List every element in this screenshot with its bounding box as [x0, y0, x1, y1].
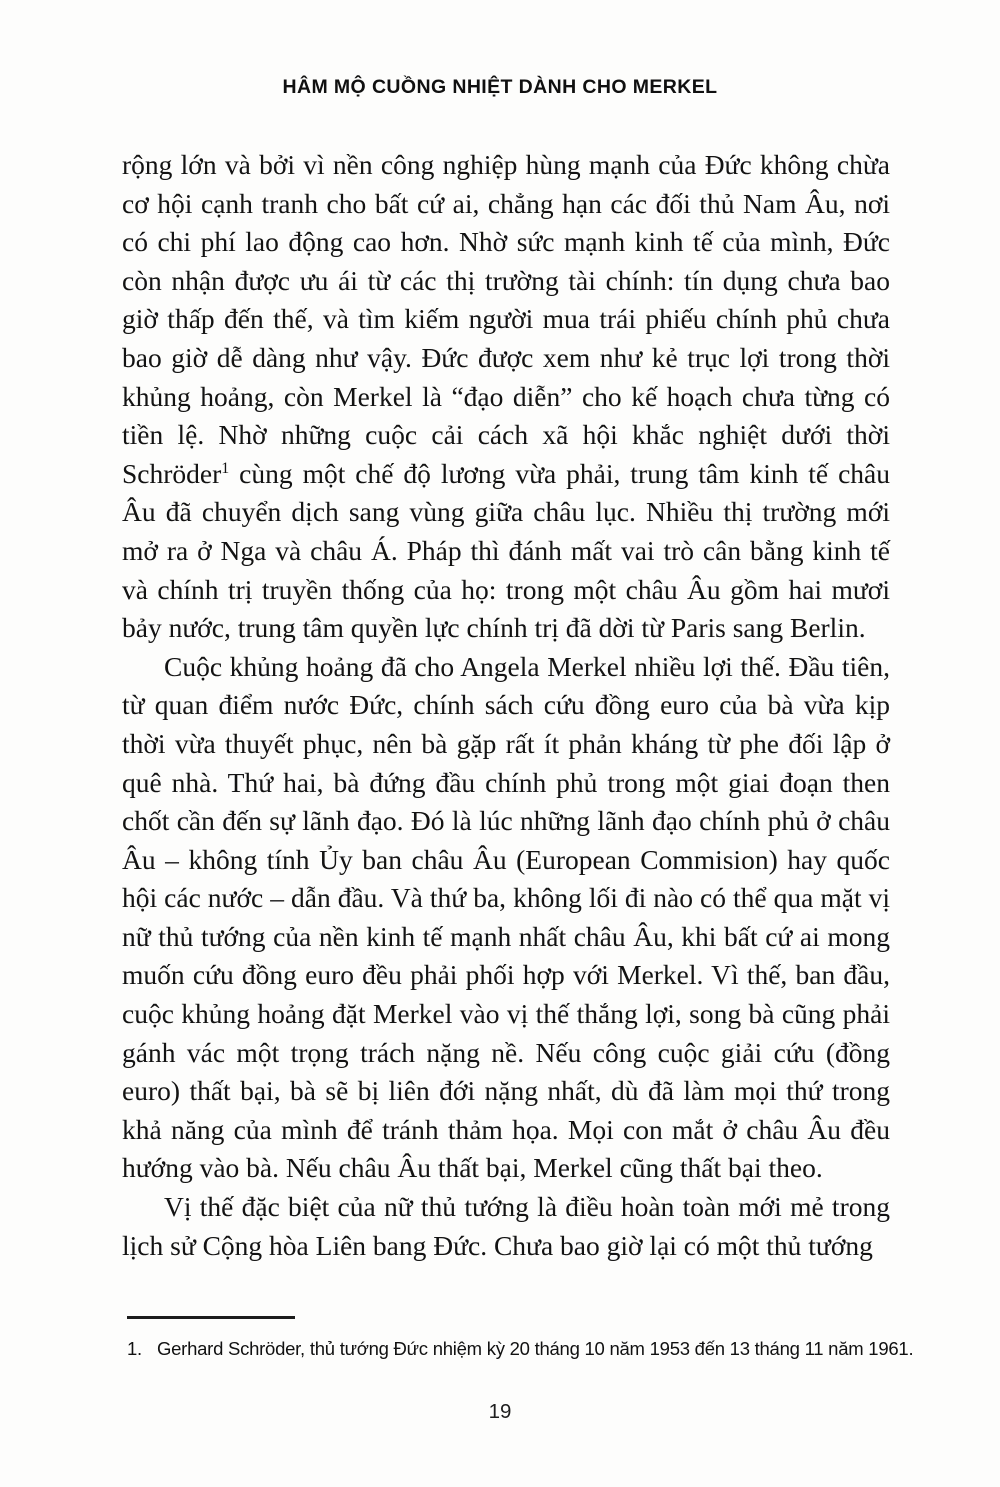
footnote-marker: 1. — [127, 1338, 142, 1359]
footnote — [127, 1337, 917, 1361]
paragraph-2: Cuộc khủng hoảng đã cho Angela Merkel nhiều lợi thế. Đầu tiên, từ quan điểm nước Đức, chính sách cứu đồng euro của bà vừa kịp thời vừa thuyết phục, nên bà gặp rất ít phản kháng từ phe đối lập ở quê nhà. Thứ hai, bà đứng đầu chính phủ trong một giai đoạn then chốt cần đến sự lãnh đạo. Đó là lúc những lãnh đạo chính phủ ở châu Âu – không tính Ủy ban châu Âu (European Commision) hay quốc hội các nước – dẫn đầu. Và thứ ba, không lối đi nào có thể qua mặt vị nữ thủ tướng của nền kinh tế mạnh nhất châu Âu, khi bất cứ ai mong muốn cứu đồng euro đều phải phối hợp với Merkel. Vì thế, ban đầu, cuộc khủng hoảng đặt Merkel vào vị thế thắng lợi, song bà cũng phải gánh vác một trọng trách nặng nề. Nếu công cuộc giải cứu (đồng euro) thất bại, bà sẽ bị liên đới nặng nhất, dù đã làm mọi thứ trong khả năng của mình để tránh thảm họa. Mọi con mắt ở châu Âu đều hướng vào bà. Nếu châu Âu thất bại, Merkel cũng thất bại theo. — [122, 650, 890, 1184]
footnote-separator-rule — [127, 1316, 295, 1319]
paragraph-1-text-a: rộng lớn và bởi vì nền công nghiệp hùng mạnh của Đức không chừa cơ hội cạnh tranh cho bất cứ ai, chẳng hạn các đối thủ Nam Âu, nơi có chi phí lao động cao hơn. Nhờ sức mạnh kinh tế của mình, Đức còn nhận được ưu ái từ các thị trường tài chính: tín dụng chưa bao giờ thấp đến thế, và tìm kiếm người mua trái phiếu chính phủ chưa bao giờ dễ dàng như vậy. Đức được xem như kẻ trục lợi trong thời khủng hoảng, còn Merkel là “đạo diễn” cho kế hoạch chưa từng có tiền lệ. Nhờ những cuộc cải cách xã hội khắc nghiệt dưới thời Schröder — [122, 149, 890, 489]
footnote-text: Gerhard Schröder, thủ tướng Đức nhiệm kỳ 20 tháng 10 năm 1953 đến 13 tháng 11 năm 1961. — [157, 1338, 914, 1359]
running-head-title: HÂM MỘ CUỒNG NHIỆT DÀNH CHO MERKEL — [282, 76, 718, 98]
page-number: 19 — [488, 1400, 512, 1423]
paragraph-3: Vị thế đặc biệt của nữ thủ tướng là điều hoàn toàn mới mẻ trong lịch sử Cộng hòa Liên bang Đức. Chưa bao giờ lại có một thủ tướng — [122, 1191, 890, 1261]
paragraph-1 — [122, 146, 890, 648]
footnote-reference-1: 1 — [221, 459, 230, 477]
body-text-block — [122, 146, 890, 1265]
paragraph-1-text-b: cùng một chế độ lương vừa phải, trung tâm kinh tế châu Âu đã chuyển dịch sang vùng giữa châu lục. Nhiều thị trường mới mở ra ở Nga và châu Á. Pháp thì đánh mất vai trò cân bằng kinh tế và chính trị truyền thống của họ: trong một châu Âu gồm hai mươi bảy nước, trung tâm quyền lực chính trị đã dời từ Paris sang Berlin. — [122, 457, 890, 644]
